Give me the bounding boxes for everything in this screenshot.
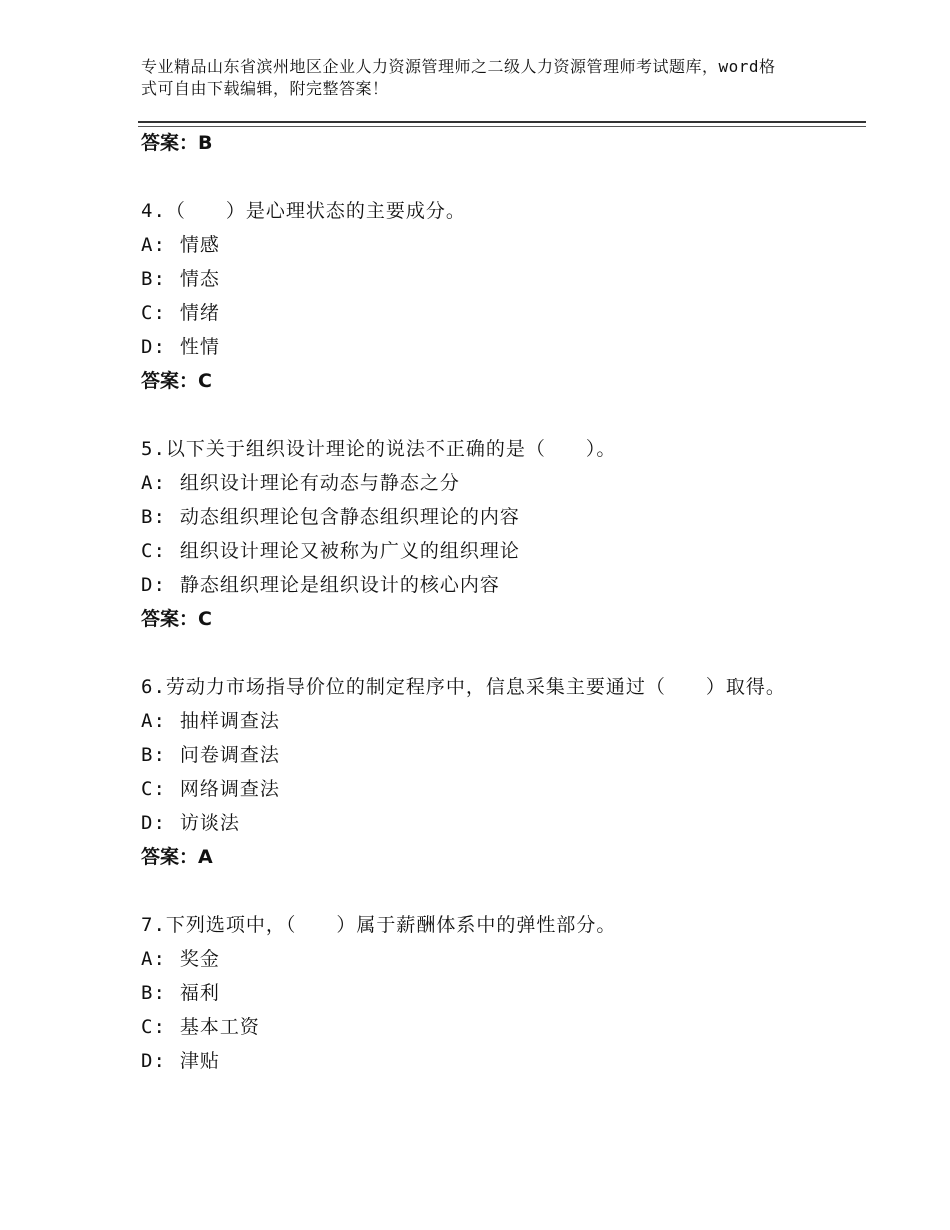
option-key: D:: [141, 812, 166, 834]
question-stem: 6.劳动力市场指导价位的制定程序中，信息采集主要通过（ ）取得。: [141, 676, 786, 698]
question-4: [141, 194, 821, 398]
option-key: C:: [141, 778, 166, 800]
option-text: 动态组织理论包含静态组织理论的内容: [179, 506, 520, 528]
option-b: [141, 976, 821, 1010]
option-text: 访谈法: [179, 812, 240, 834]
question-5: [141, 432, 821, 636]
option-text: 基本工资: [179, 1016, 260, 1038]
option-text: 情感: [179, 234, 220, 256]
question-6: [141, 670, 821, 874]
question-stem: 4.（ ）是心理状态的主要成分。: [141, 200, 466, 222]
option-b: [141, 500, 821, 534]
option-key: C:: [141, 540, 166, 562]
option-text: 问卷调查法: [179, 744, 280, 766]
option-d: [141, 568, 821, 602]
option-key: B:: [141, 268, 166, 290]
option-key: A:: [141, 234, 166, 256]
option-key: D:: [141, 1050, 166, 1072]
option-text: 抽样调查法: [179, 710, 280, 732]
option-key: B:: [141, 506, 166, 528]
question-7: [141, 908, 821, 1078]
option-a: [141, 942, 821, 976]
option-key: C:: [141, 1016, 166, 1038]
answer-line: 答案：C: [141, 370, 212, 392]
option-key: A:: [141, 472, 166, 494]
option-text: 组织设计理论有动态与静态之分: [179, 472, 460, 494]
option-d: [141, 806, 821, 840]
option-b: [141, 738, 821, 772]
option-d: [141, 1044, 821, 1078]
option-text: 福利: [179, 982, 220, 1004]
option-key: A:: [141, 710, 166, 732]
option-c: [141, 534, 821, 568]
option-key: D:: [141, 336, 166, 358]
option-key: D:: [141, 574, 166, 596]
answer-line: 答案：A: [141, 846, 213, 868]
question-stem: 7.下列选项中，（ ）属于薪酬体系中的弹性部分。: [141, 914, 617, 936]
option-b: [141, 262, 821, 296]
option-key: A:: [141, 948, 166, 970]
option-a: [141, 704, 821, 738]
option-key: B:: [141, 744, 166, 766]
question-stem: 5.以下关于组织设计理论的说法不正确的是（ ）。: [141, 438, 617, 460]
option-key: C:: [141, 302, 166, 324]
answer-line: 答案：C: [141, 608, 212, 630]
option-text: 奖金: [179, 948, 220, 970]
option-key: B:: [141, 982, 166, 1004]
option-text: 组织设计理论又被称为广义的组织理论: [179, 540, 520, 562]
option-c: [141, 296, 821, 330]
option-text: 情绪: [179, 302, 220, 324]
header-rule-thick: [138, 121, 866, 123]
page-header: 专业精品山东省滨州地区企业人力资源管理师之二级人力资源管理师考试题库，word格式可自由下载编辑，附完整答案！: [141, 57, 776, 98]
option-text: 静态组织理论是组织设计的核心内容: [179, 574, 500, 596]
option-text: 性情: [179, 336, 220, 358]
option-text: 津贴: [179, 1050, 220, 1072]
option-c: [141, 772, 821, 806]
option-text: 网络调查法: [179, 778, 280, 800]
option-a: [141, 466, 821, 500]
option-c: [141, 1010, 821, 1044]
option-text: 情态: [179, 268, 220, 290]
question-list: [141, 126, 821, 1078]
option-d: [141, 330, 821, 364]
answer-line: 答案：B: [141, 132, 213, 154]
option-a: [141, 228, 821, 262]
